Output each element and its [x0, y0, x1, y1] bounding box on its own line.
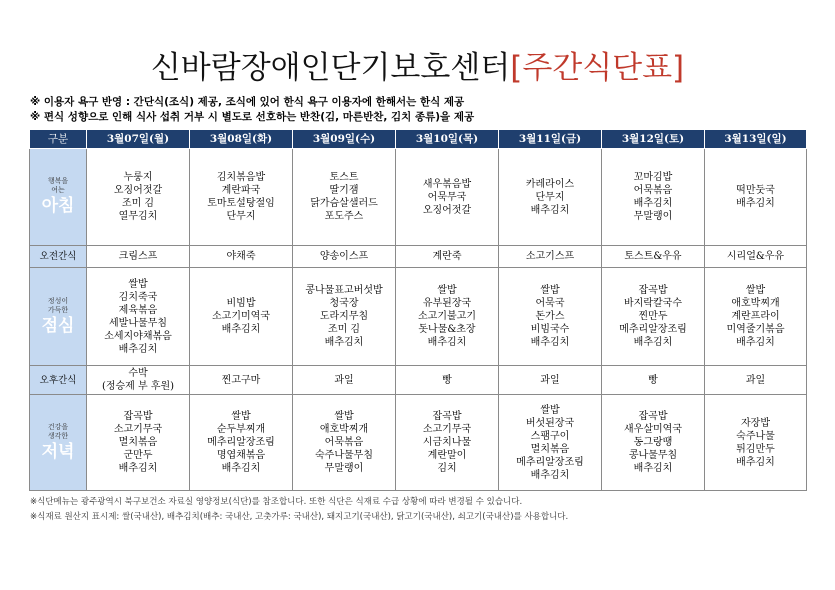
- menu-item: 스팸구이: [530, 430, 570, 442]
- menu-item: 소고기불고기: [418, 311, 476, 322]
- menu-cell: [293, 395, 396, 491]
- menu-item: 메추리알장조림: [516, 456, 584, 468]
- menu-item: 배추김치: [530, 337, 570, 348]
- day-header: 3월12일(토): [602, 130, 705, 149]
- menu-item: 배추김치: [427, 337, 467, 348]
- menu-item: 배추김치: [633, 337, 673, 348]
- menu-item: 쌀밥: [437, 285, 457, 296]
- row-label-big: 저녁: [41, 441, 75, 462]
- menu-item: 과일: [745, 374, 766, 386]
- menu-item: 잡곡밥: [432, 411, 462, 422]
- menu-cell: [499, 268, 602, 366]
- menu-cell: [87, 149, 190, 246]
- row-label-breakfast: [30, 149, 87, 246]
- menu-cell: [705, 395, 807, 491]
- footnote-line: ※식재료 원산지 표시제: 쌀(국내산), 배추김치(배추: 국내산, 고춧가루: 국내산), 돼지고기(국내산), 닭고기(국내산), 쇠고기(국내산)를 사용합니다.: [30, 512, 569, 522]
- menu-item: 쌀밥: [540, 404, 560, 416]
- menu-cell: [499, 149, 602, 246]
- day-header: 3월13일(일): [705, 130, 807, 149]
- menu-item: 콩나물무침: [628, 450, 678, 461]
- snack-cell: [396, 366, 499, 395]
- menu-item: 잡곡밥: [123, 411, 153, 422]
- menu-item: 딸기잼: [329, 185, 359, 196]
- menu-item: 카레라이스: [525, 178, 575, 190]
- title-weekly-menu: [주간식단표]: [510, 50, 685, 86]
- menu-item: 잡곡밥: [638, 285, 668, 296]
- menu-cell: [190, 149, 293, 246]
- menu-item: 김치: [437, 463, 457, 474]
- menu-item: 닭가슴살샐러드: [310, 198, 378, 209]
- row-label-text: 오전간식: [39, 251, 77, 262]
- menu-item: 쌀밥: [540, 285, 560, 296]
- menu-item: 바지락칼국수: [624, 298, 682, 309]
- menu-cell: [705, 268, 807, 366]
- menu-item: 배추김치: [633, 463, 673, 474]
- row-label-pm-snack: [30, 366, 87, 395]
- menu-item: 무말랭이: [324, 463, 364, 474]
- menu-item: 쌀밥: [128, 278, 148, 290]
- menu-item: 조미 김: [327, 324, 361, 335]
- menu-item: 찐고구마: [221, 374, 261, 386]
- menu-item: 숙주나물: [736, 430, 775, 442]
- menu-item: 과일: [540, 374, 560, 386]
- row-label-small: 건강을 생각한: [47, 422, 69, 440]
- menu-item: 단무지: [535, 191, 565, 203]
- menu-item: 과일: [334, 374, 354, 386]
- menu-item: 오징어젓갈: [422, 204, 472, 216]
- day-header: 3월08일(화): [190, 130, 293, 149]
- menu-item: 숙주나물무침: [315, 450, 373, 461]
- menu-cell: [602, 268, 705, 366]
- day-header: 3월11일(금): [499, 130, 602, 149]
- menu-item: 자장밥: [741, 417, 770, 429]
- row-label-big: 아침: [41, 196, 75, 216]
- menu-item: 배추김치: [633, 198, 673, 209]
- menu-item: 배추김치: [221, 324, 261, 335]
- menu-item: 군만두: [123, 450, 153, 461]
- menu-item: 토스트: [329, 172, 359, 183]
- snack-cell: [602, 366, 705, 395]
- menu-item: 토마토설탕절임: [207, 198, 275, 209]
- menu-item: 무말랭이: [633, 211, 673, 222]
- menu-cell: [293, 149, 396, 246]
- menu-item: 소세지야채볶음: [104, 330, 172, 342]
- menu-cell: [87, 268, 190, 366]
- menu-item: 오징어젓갈: [113, 185, 163, 196]
- menu-item: 소고기무국: [113, 424, 163, 435]
- menu-item: 멸치볶음: [118, 437, 158, 448]
- menu-item: 포도주스: [324, 211, 364, 222]
- center-name: 신바람장애인단기보호센터: [150, 50, 511, 86]
- menu-cell: [602, 149, 705, 246]
- menu-item: 애호박찌개: [319, 424, 369, 435]
- menu-cell: [396, 268, 499, 366]
- menu-item: 찐만두: [638, 311, 668, 322]
- menu-item: 어묵무국: [427, 191, 467, 203]
- menu-item: 버섯된장국: [525, 417, 575, 429]
- menu-cell: [190, 395, 293, 491]
- menu-item: 배추김치: [221, 463, 261, 474]
- snack-cell: [499, 366, 602, 395]
- menu-item: 돈가스: [535, 311, 565, 322]
- menu-item: 배추김치: [324, 337, 364, 348]
- menu-item: 멸치볶음: [530, 443, 570, 455]
- menu-item: 배추김치: [118, 463, 158, 474]
- day-header: 3월10일(목): [396, 130, 499, 149]
- pm-snack-row: [30, 366, 807, 395]
- menu-item: 튀김만두: [736, 443, 775, 455]
- snack-cell: [190, 366, 293, 395]
- snack-cell: 계란죽: [396, 246, 499, 268]
- menu-cell: [293, 268, 396, 366]
- menu-item: 김치볶음밥: [216, 172, 266, 183]
- menu-item: 배추김치: [530, 204, 570, 216]
- day-header: 3월07일(월): [87, 130, 190, 149]
- snack-cell: 야채죽: [190, 246, 293, 268]
- menu-item: 계란프라이: [731, 311, 780, 322]
- menu-item: 애호박찌개: [731, 298, 780, 309]
- menu-item: 순두부찌개: [216, 424, 266, 435]
- menu-item: 동그랑땡: [633, 437, 673, 448]
- menu-item: 소고기미역국: [212, 311, 270, 322]
- menu-cell: [396, 149, 499, 246]
- menu-item: 계란말이: [427, 450, 467, 461]
- menu-item: 쌀밥: [334, 411, 354, 422]
- menu-cell: [396, 395, 499, 491]
- footnote-line: ※식단메뉴는 광주광역시 북구보건소 자료실 영양정보(식단)를 참조합니다. 또한 식단은 식재료 수급 상황에 따라 변경될 수 있습니다.: [30, 497, 523, 507]
- menu-item: 배추김치: [530, 469, 570, 481]
- menu-item: 미역줄기볶음: [726, 324, 785, 335]
- menu-item: 배추김치: [736, 456, 775, 468]
- day-header: 3월09일(수): [293, 130, 396, 149]
- am-snack-row: [30, 246, 807, 268]
- row-label-small: 행복을 여는: [47, 177, 69, 194]
- menu-cell: [602, 395, 705, 491]
- snack-cell: 크림스프: [87, 246, 190, 268]
- menu-item: 조미 김: [121, 198, 155, 209]
- row-label-am-snack: [30, 246, 87, 268]
- header-label: 구분: [30, 130, 87, 149]
- menu-item: 열무김치: [118, 211, 158, 222]
- snack-cell: 시리얼&우유: [705, 246, 807, 268]
- menu-cell: [87, 395, 190, 491]
- menu-item: (정승제 부 후원): [101, 381, 175, 392]
- menu-item: 유부된장국: [422, 298, 472, 309]
- note-line: ※ 이용자 욕구 반영 : 간단식(조식) 제공, 조식에 있어 한식 욕구 이용자에 한해서는 한식 제공: [30, 96, 465, 108]
- menu-table: [29, 129, 807, 491]
- menu-item: 세발나물무침: [109, 317, 167, 329]
- menu-item: 꼬마김밥: [633, 172, 673, 183]
- lunch-row: [30, 268, 807, 366]
- menu-item: 새우볶음밥: [422, 178, 472, 190]
- row-label-big: 점심: [41, 315, 75, 336]
- row-label-lunch: [30, 268, 87, 366]
- snack-cell: [293, 366, 396, 395]
- menu-item: 김치죽국: [118, 291, 158, 303]
- snack-cell: 토스트&우유: [602, 246, 705, 268]
- menu-cell: [499, 395, 602, 491]
- menu-cell: [190, 268, 293, 366]
- menu-item: 쌀밥: [745, 285, 766, 296]
- menu-item: 시금치나물: [422, 437, 472, 448]
- snack-cell: [705, 366, 807, 395]
- menu-item: 수박: [128, 368, 148, 379]
- menu-item: 배추김치: [118, 343, 158, 355]
- menu-cell: [705, 149, 807, 246]
- snack-cell: 소고기스프: [499, 246, 602, 268]
- row-label-text: 오후간식: [39, 374, 77, 386]
- breakfast-row: [30, 149, 807, 246]
- menu-item: 제육볶음: [118, 304, 158, 316]
- menu-item: 비빔국수: [530, 324, 570, 335]
- menu-item: 어묵볶음: [633, 185, 673, 196]
- note-line: ※ 편식 성향으로 인해 식사 섭취 거부 시 별도로 선호하는 반찬(김, 마른반찬, 김치 종류)을 제공: [30, 111, 475, 123]
- snack-cell: 양송이스프: [293, 246, 396, 268]
- menu-item: 어묵볶음: [324, 437, 364, 448]
- menu-item: 청국장: [329, 298, 359, 309]
- menu-item: 새우살미역국: [624, 424, 682, 435]
- menu-item: 빵: [648, 374, 658, 386]
- menu-item: 비빔밥: [226, 298, 256, 309]
- menu-item: 메추리알장조림: [207, 437, 275, 448]
- menu-item: 소고기무국: [422, 424, 472, 435]
- row-label-small: 정성이 가득한: [47, 296, 69, 314]
- menu-item: 도라지무침: [319, 311, 369, 322]
- menu-item: 단무지: [226, 211, 256, 222]
- snack-cell: [87, 366, 190, 395]
- menu-item: 쌀밥: [231, 411, 251, 422]
- notes-bottom: [30, 495, 568, 525]
- menu-item: 계란파국: [221, 185, 261, 196]
- menu-item: 콩나물표고버섯밥: [305, 285, 383, 296]
- row-label-dinner: [30, 395, 87, 491]
- header-row: [30, 130, 807, 149]
- menu-item: 빵: [442, 374, 452, 386]
- menu-item: 누룽지: [123, 172, 153, 183]
- menu-item: 배추김치: [736, 337, 775, 348]
- menu-item: 배추김치: [736, 198, 775, 209]
- menu-item: 명엽채볶음: [216, 450, 266, 461]
- page-title: [0, 42, 835, 87]
- notes-top: [30, 95, 474, 125]
- dinner-row: [30, 395, 807, 491]
- menu-item: 잡곡밥: [638, 411, 668, 422]
- menu-item: 메추리알장조림: [619, 324, 687, 335]
- menu-item: 어묵국: [535, 298, 565, 309]
- menu-item: 돗나물&초장: [418, 324, 476, 335]
- menu-item: 떡만둣국: [736, 185, 775, 196]
